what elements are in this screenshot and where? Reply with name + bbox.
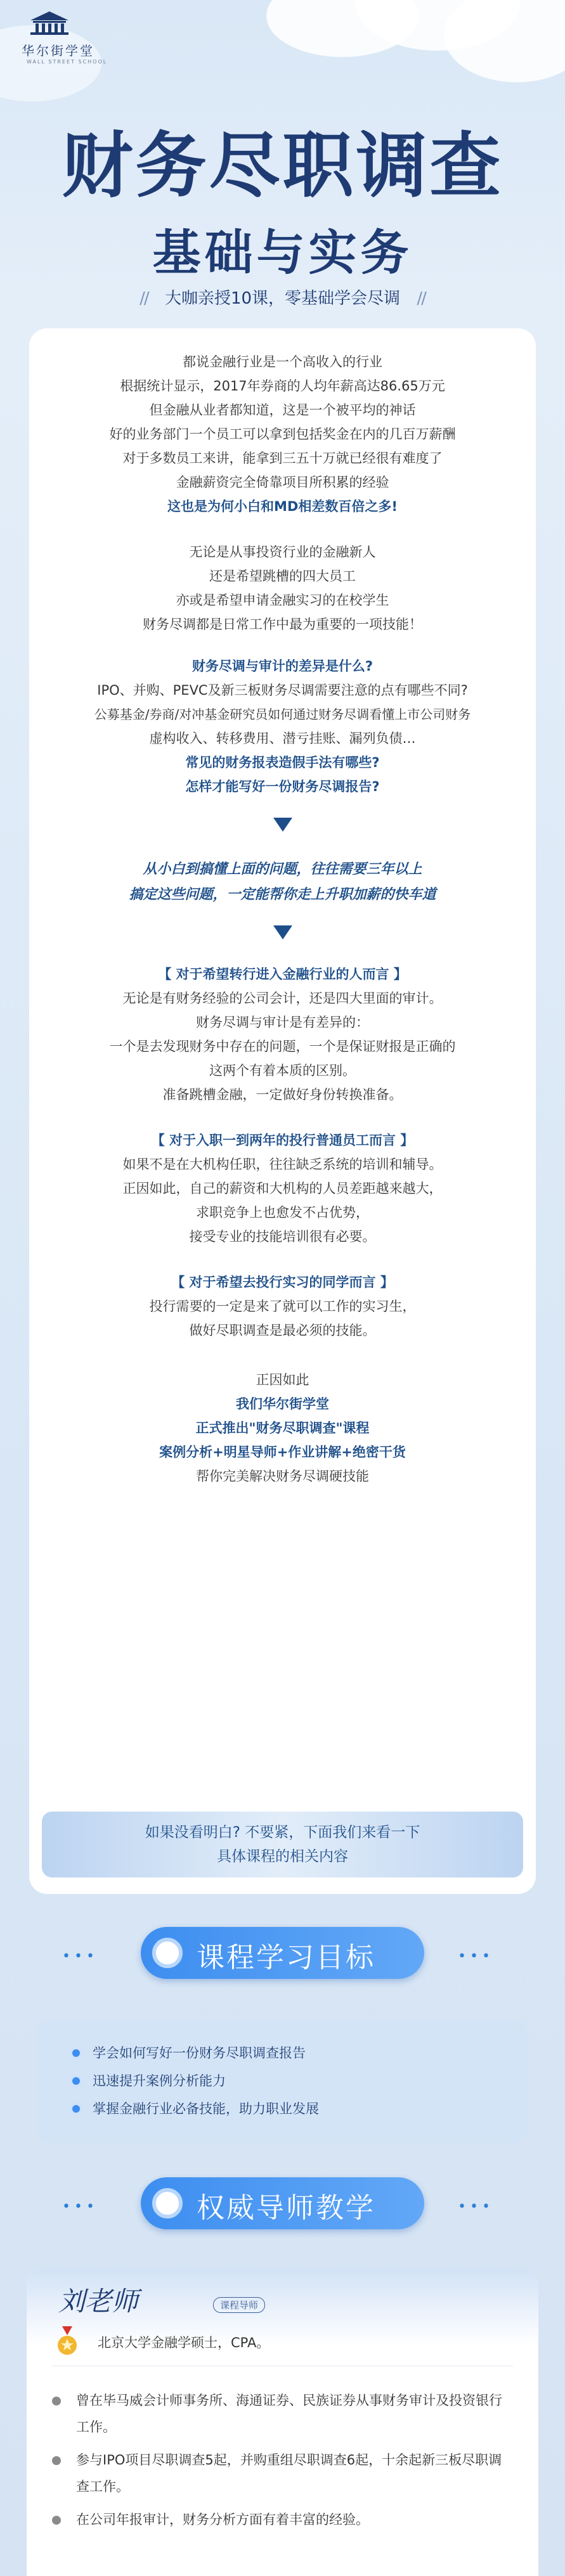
bullet-icon [70,2047,82,2059]
intro-line: 但金融从业者都知道，这是一个被平均的神话 [149,402,416,418]
teacher-role-badge: 课程导师 [213,2297,265,2313]
goal-item [70,2039,527,2067]
dots-decoration: ••• [62,2199,98,2215]
teacher-card [27,2269,538,2576]
page-title: 财务尽职调查 [62,125,503,207]
closing-bold-line: 案例分析+明星导师+作业讲解+绝密干货 [159,1445,406,1460]
teacher-pill [141,2177,424,2229]
experience-item [52,2447,513,2500]
audience-heading: 【 对于希望去投行实习的同学而言 】 [171,1275,394,1290]
goal-item [70,2095,527,2123]
experience-text: 参与IPO项目尽职调查5起，并购重组尽职调查6起，十余起新三板尽职调查工作。 [76,2452,502,2494]
audience-heading: 【 对于希望转行进入金融行业的人而言 】 [158,967,407,982]
closing-bold-line: 正式推出"财务尽职调查"课程 [195,1420,370,1436]
dots-decoration: ••• [458,2199,494,2215]
brand-logo[interactable] [22,10,117,65]
intro-line: 金融薪资完全倚靠项目所积累的经验 [176,475,389,490]
dots-decoration: ••• [458,1948,494,1964]
circle-icon [152,2188,183,2219]
intro-text [29,350,536,1488]
intro-line: 这两个有着本质的区别。 [209,1063,356,1078]
cta-line: 具体课程的相关内容 [217,1848,348,1865]
cta-line: 如果没看明白? 不要紧，下面我们来看一下 [145,1824,420,1841]
building-icon [28,10,71,35]
slogan-text: 大咖亲授10课，零基础学会尽调 [164,289,401,308]
circle-icon [152,1938,183,1968]
intro-line: 无论是有财务经验的公司会计，还是四大里面的审计。 [122,991,443,1006]
goal-item [70,2067,527,2095]
question-line: 常见的财务报表造假手法有哪些? [185,755,380,770]
medal-icon [55,2326,80,2357]
intro-line: 如果不是在大机构任职，往往缺乏系统的培训和辅导。 [122,1157,443,1172]
intro-line: 财务尽调都是日常工作中最为重要的一项技能！ [143,617,422,632]
teacher-education: 北京大学金融学硕士，CPA。 [98,2335,270,2350]
intro-line: 根据统计显示，2017年券商的人均年薪高达86.65万元 [120,378,445,394]
intro-line: 还是希望跳槽的四大员工 [209,569,356,584]
intro-line: 正因如此，自己的薪资和大机构的人员差距越来越大， [122,1181,443,1196]
intro-line: 投行需要的一定是来了就可以工作的实习生， [149,1299,416,1314]
page-subtitle: 基础与实务 [152,224,413,281]
intro-card [29,328,536,1894]
intro-line: 亦或是希望申请金融实习的在校学生 [176,593,389,608]
emphasis-line: 从小白到搞懂上面的问题，往往需要三年以上 [143,861,422,877]
intro-line: 做好尽职调查是最必须的技能。 [189,1323,376,1338]
goals-pill [141,1927,424,1979]
teacher-title: 权威导师教学 [197,2192,375,2224]
intro-line: 对于多数员工来讲，能拿到三五十万就已经很有难度了 [122,451,443,466]
intro-line: 公募基金/券商/对冲基金研究员如何通过财务尽调看懂上市公司财务 [94,707,471,722]
slash-mark: // [140,289,148,308]
brand-subtitle: WALL STREET SCHOOL [27,59,108,65]
down-arrow-icon [273,925,292,939]
question-line: 怎样才能写好一份财务尽调报告? [185,779,380,794]
intro-line: 虚构收入、转移费用、潜亏挂账、漏列负债… [149,731,416,746]
goals-list [37,2020,527,2143]
experience-list [52,2387,513,2539]
experience-item [52,2506,513,2533]
intro-line: 一个是去发现财务中存在的问题，一个是保证财报是正确的 [109,1039,456,1054]
intro-line: 财务尽调与审计是有差异的： [196,1015,369,1030]
down-arrow-icon [273,818,292,832]
experience-text: 在公司年报审计，财务分析方面有着丰富的经验。 [76,2512,369,2527]
intro-line: 准备跳槽金融，一定做好身份转换准备。 [162,1087,403,1102]
intro-line: 接受专业的技能培训很有必要。 [189,1229,376,1244]
dots-decoration: ••• [62,1948,98,1964]
bullet-icon [52,2397,61,2405]
goal-text: 掌握金融行业必备技能，助力职业发展 [93,2101,319,2116]
intro-line: IPO、并购、PEVC及新三板财务尽调需要注意的点有哪些不同? [97,683,468,698]
closing-line: 帮你完美解决财务尽调硬技能 [196,1469,369,1484]
experience-item [52,2387,513,2440]
emphasis-line: 搞定这些问题，一定能帮你走上升职加薪的快车道 [129,887,436,903]
intro-line: 都说金融行业是一个高收入的行业 [183,354,382,370]
closing-line: 正因如此 [256,1372,309,1388]
teacher-header [0,2177,565,2234]
bullet-icon [70,2075,82,2087]
goal-text: 学会如何写好一份财务尽职调查报告 [93,2045,306,2061]
hero-slogan [0,285,565,309]
goals-header [0,1927,565,1984]
goals-title: 课程学习目标 [197,1942,375,1974]
intro-highlight: 这也是为何小白和MD相差数百倍之多! [167,499,398,514]
intro-line: 求职竞争上也愈发不占优势， [196,1205,369,1220]
slash-mark: // [417,289,425,308]
closing-bold-line: 我们华尔街学堂 [236,1396,329,1412]
intro-line: 无论是从事投资行业的金融新人 [189,544,376,560]
cta-box[interactable] [42,1812,523,1877]
bullet-icon [52,2456,61,2465]
teacher-name: 刘老师 [58,2286,139,2317]
brand-name: 华尔街学堂 [22,43,94,58]
question-line: 财务尽调与审计的差异是什么? [192,659,373,674]
bullet-icon [70,2103,82,2115]
bullet-icon [52,2516,61,2525]
experience-text: 曾在毕马威会计师事务所、海通证券、民族证券从事财务审计及投资银行工作。 [76,2393,502,2435]
cloud-decoration [444,0,565,82]
goal-text: 迅速提升案例分析能力 [93,2073,226,2089]
intro-line: 好的业务部门一个员工可以拿到包括奖金在内的几百万薪酬 [109,427,456,442]
audience-heading: 【 对于入职一到两年的投行普通员工而言 】 [151,1133,414,1148]
